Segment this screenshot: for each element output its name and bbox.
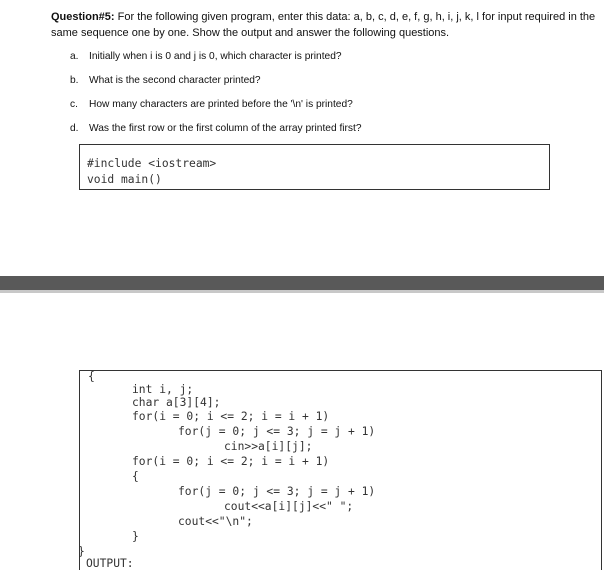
code-close-brace: }	[78, 545, 85, 558]
code-line: for(i = 0; i <= 2; i = i + 1)	[132, 410, 330, 423]
sub-question-text: How many characters are printed before the '\n' is printed?	[89, 99, 353, 110]
code-line: {	[132, 470, 139, 483]
code-open-brace: {	[88, 370, 95, 383]
sub-question-a	[70, 50, 342, 63]
sub-question-letter: d.	[70, 123, 79, 134]
code-body-box	[79, 370, 602, 570]
sub-question-letter: c.	[70, 99, 78, 110]
sub-question-text: Was the first row or the first column of the array printed first?	[89, 123, 362, 134]
sub-question-b	[70, 74, 261, 87]
question-text	[51, 9, 596, 41]
code-line: char a[3][4];	[132, 396, 221, 409]
code-header-box	[79, 144, 550, 190]
code-line: }	[132, 530, 139, 543]
page-divider	[0, 276, 604, 290]
page-divider-shadow	[0, 290, 604, 293]
code-line-main: void main()	[87, 173, 162, 186]
code-line: for(i = 0; i <= 2; i = i + 1)	[132, 455, 330, 468]
sub-question-letter: b.	[70, 75, 79, 86]
code-line: cin>>a[i][j];	[224, 440, 313, 453]
sub-question-c	[70, 98, 353, 111]
sub-question-text: What is the second character printed?	[89, 75, 261, 86]
code-line: for(j = 0; j <= 3; j = j + 1)	[178, 425, 376, 438]
code-line-include: #include <iostream>	[87, 157, 217, 170]
sub-question-letter: a.	[70, 51, 79, 62]
code-line: int i, j;	[132, 383, 194, 396]
question-label: Question#5:	[51, 11, 115, 23]
code-line: cout<<"\n";	[178, 515, 253, 528]
code-line: cout<<a[i][j]<<" ";	[224, 500, 354, 513]
sub-question-d	[70, 122, 362, 135]
code-line: for(j = 0; j <= 3; j = j + 1)	[178, 485, 376, 498]
sub-question-text: Initially when i is 0 and j is 0, which character is printed?	[89, 51, 342, 62]
question-body: For the following given program, enter this data: a, b, c, d, e, f, g, h, i, j, k, l for input required in the same sequence one by one. Show the output and answer the following questions.	[51, 11, 596, 39]
output-label: OUTPUT:	[86, 557, 134, 570]
